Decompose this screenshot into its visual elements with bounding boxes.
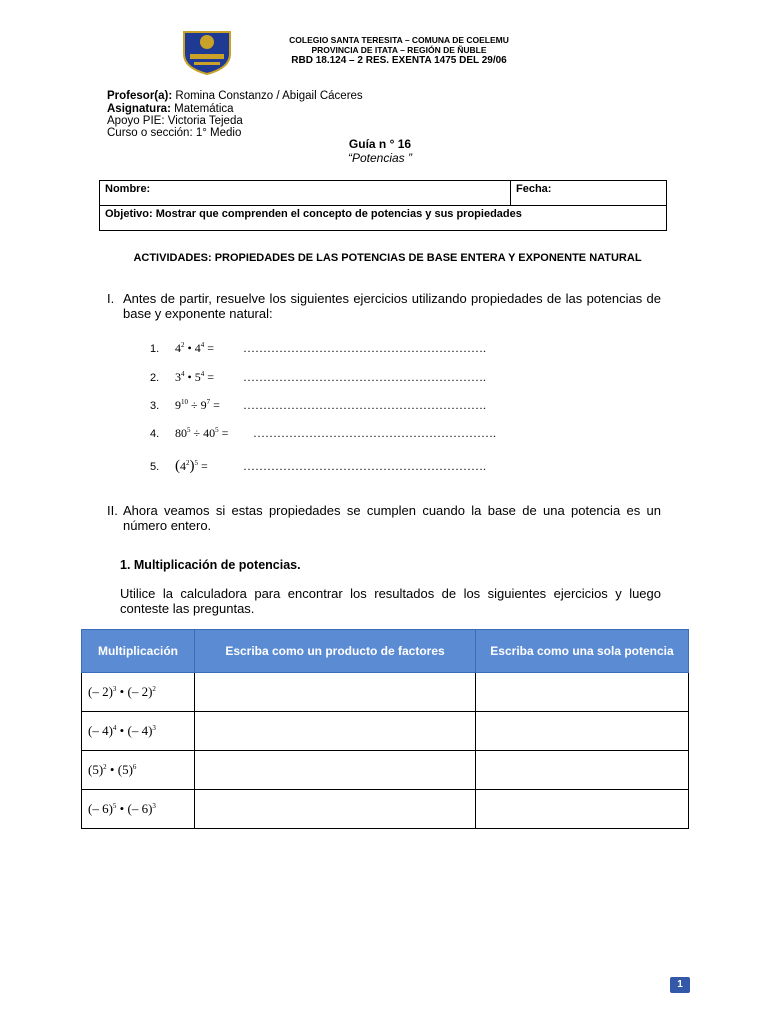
profesor-line <box>107 90 363 103</box>
exercise-2: 2. $3^4$ • $5^4$ = ……………………………………………………. <box>150 370 486 384</box>
page-number-badge: 1 <box>670 977 690 993</box>
expression-cell: (– 6)$^5$ • (– 6)$^3$ <box>82 790 195 829</box>
exercise-1: 1. $4^2$ • $4^4$ = ……………………………………………………. <box>150 341 486 355</box>
nombre-field[interactable]: Nombre: <box>100 181 511 206</box>
fecha-field[interactable]: Fecha: <box>511 181 667 206</box>
student-info-table <box>99 180 667 231</box>
answer-line[interactable]: ……………………………………………………. <box>243 459 486 473</box>
expression-cell: (– 4)$^4$ • (– 4)$^3$ <box>82 712 195 751</box>
activities-title: ACTIVIDADES: PROPIEDADES DE LAS POTENCIAS DE BASE ENTERA Y EXPONENTE NATURAL <box>133 252 642 264</box>
answer-line[interactable]: ……………………………………………………. <box>243 398 486 412</box>
profesor-value: Romina Constanzo / Abigail Cáceres <box>175 90 363 102</box>
subsection-title: 1. Multiplicación de potencias. <box>120 558 301 572</box>
answer-cell-potencia[interactable] <box>476 712 689 751</box>
apoyo-line: Apoyo PIE: Victoria Tejeda <box>107 115 243 127</box>
col-header-multiplicacion: Multiplicación <box>82 630 195 673</box>
exercise-3: 3. $9^{10} \div 9^7$ = ……………………………………………………. <box>150 398 486 412</box>
col-header-producto: Escriba como un producto de factores <box>195 630 476 673</box>
answer-cell-producto[interactable] <box>195 751 476 790</box>
exercise-number: 5. <box>150 461 160 473</box>
curso-line: Curso o sección: 1° Medio <box>107 127 242 139</box>
asignatura-label: Asignatura: <box>107 103 171 115</box>
exercise-number: 1. <box>150 343 160 355</box>
section-ii-label: II. <box>107 503 118 518</box>
exercise-number: 3. <box>150 400 160 412</box>
objetivo-cell: Objetivo: Mostrar que comprenden el concepto de potencias y sus propiedades <box>100 206 667 231</box>
table-row <box>82 751 689 790</box>
guia-title: Guía n ° 16 <box>348 137 412 151</box>
table-row <box>82 712 689 751</box>
school-logo <box>180 28 234 76</box>
guia-subtitle: “Potencias ” <box>347 151 413 165</box>
answer-cell-potencia[interactable] <box>476 790 689 829</box>
exercise-4: 4. $80^5 \div 40^5$ = ……………………………………………………. <box>150 426 496 440</box>
expression-cell: (– 2)$^3$ • (– 2)$^2$ <box>82 673 195 712</box>
expression-cell: $(5)^2$ • $(5)^6$ <box>82 751 195 790</box>
school-rbd: RBD 18.124 – 2 RES. EXENTA 1475 DEL 29/06 <box>291 55 507 66</box>
subsection-instructions: Utilice la calculadora para encontrar los resultados de los siguientes ejercicios y luego conteste las preguntas. <box>120 586 661 616</box>
answer-cell-producto[interactable] <box>195 712 476 751</box>
exercise-number: 2. <box>150 372 160 384</box>
asignatura-value: Matemática <box>174 103 234 115</box>
exercise-5: 5. $(4^2)^5$ = ……………………………………………………. <box>150 458 486 474</box>
section-i-label: I. <box>107 291 115 306</box>
answer-line[interactable]: ……………………………………………………. <box>253 426 496 440</box>
section-i-text: Antes de partir, resuelve los siguientes ejercicios utilizando propiedades de las potencias de base y exponente natural: <box>123 291 661 321</box>
section-ii-text: Ahora veamos si estas propiedades se cumplen cuando la base de una potencia es un número entero. <box>123 503 661 533</box>
table-row <box>82 673 689 712</box>
school-name: COLEGIO SANTA TERESITA – COMUNA DE COELEMU <box>289 35 509 45</box>
school-province: PROVINCIA DE ITATA – REGIÓN DE ÑUBLE <box>311 45 487 55</box>
answer-line[interactable]: ……………………………………………………. <box>243 370 486 384</box>
answer-cell-potencia[interactable] <box>476 751 689 790</box>
profesor-label: Profesor(a): <box>107 90 173 102</box>
answer-cell-producto[interactable] <box>195 673 476 712</box>
col-header-potencia: Escriba como una sola potencia <box>476 630 689 673</box>
exercise-number: 4. <box>150 428 160 440</box>
answer-line[interactable]: ……………………………………………………. <box>243 341 486 355</box>
answer-cell-producto[interactable] <box>195 790 476 829</box>
table-row <box>82 790 689 829</box>
multiplication-table <box>81 629 689 829</box>
answer-cell-potencia[interactable] <box>476 673 689 712</box>
